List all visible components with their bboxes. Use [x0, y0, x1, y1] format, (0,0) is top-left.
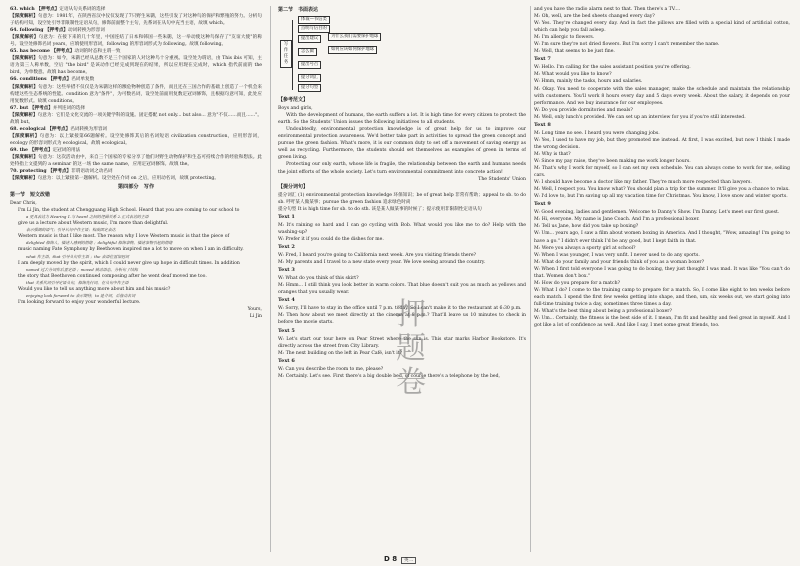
- dialogue-line: W: What do you think of this skirt?: [278, 276, 359, 282]
- item-text: 句意为：这些举措不仅仅是为朱鹮这样的濒危物种创造了条件，而且还在三国合作的基础上创造了一个机会来构建这些生态系统的性能。condition 意为"条件"，为可数名词，设空处前面用复数定冠词修饰，且根据句意可知，此处应用复数形式。故填 conditions。: [10, 84, 262, 104]
- mind-map-node: 提分句型: [298, 84, 321, 92]
- dialogue-line: M: Well, that seems to be just fine.: [534, 49, 615, 55]
- dialogue-line: W: Yes. They're changed every day. And in fact the pillows are filled with a special kind of artificial cotton, which can help you fall asleep.: [534, 21, 790, 34]
- correction-note: enjoying look forward to 表示期待，to 是介词，后接动名词: [26, 292, 136, 298]
- letter-line: Would you like to tell us anything more about him and his music?: [18, 286, 171, 292]
- item-tag: 【深度解析】: [10, 14, 38, 20]
- item-number: 66. conditions: [10, 77, 49, 83]
- dialogue-line: W: Hmm, mainly the tasks, hours and salaries.: [534, 79, 643, 85]
- part-title: 第四部分 写作: [117, 184, 155, 191]
- dialogue-line: W: Fred, I heard you're going to California next week. Are you visiting friends there?: [278, 253, 477, 259]
- item-number: 65. has become: [10, 49, 52, 55]
- watermark-stamp: 押题卷: [396, 297, 426, 400]
- dialogue-line: W: Um... Certainly, the fitness is the best side of it. I mean, I'm fit and healthy and feel great in myself. And I got like a lot of confidence as well. And like I say, I met some great friends, too.: [534, 316, 790, 329]
- mind-map-node: 体裁—书信类: [298, 16, 330, 24]
- dialogue-line: M: Long time no see. I heard you were changing jobs.: [534, 130, 660, 136]
- item-tag: 【深度解析】: [10, 133, 40, 139]
- vocab-notes: [278, 192, 526, 213]
- section1-title: 第一节 短文改错: [10, 192, 51, 199]
- dialogue-line: W: Um... years ago, I saw a film about women boxing in America. And I thought, "Wow, amazing! I'm going to have a go." I didn't ever think I'd be any good, but I kept faith in that.: [534, 231, 790, 244]
- letter-line: I am deeply moved by the spirit, which I could never give up hope in difficult times. In addition: [18, 260, 240, 266]
- mind-map-node: 提出建议: [298, 35, 321, 43]
- dialogue-line: M: Why is that?: [534, 151, 571, 157]
- dialogue-line: W: Prefer it if you could do the dishes for me.: [278, 236, 384, 242]
- dialogue-line: W: I'd love to, but I'm saving up all my vacation time for Christmas. You know, I love snow and winter sports.: [534, 194, 788, 200]
- column-divider: [270, 6, 271, 552]
- dialogue-line: and you have the radio alarm next to that. Then there's a TV....: [534, 7, 681, 12]
- listening-scripts: [534, 56, 790, 329]
- item-tag: 【押考点】: [48, 169, 72, 175]
- answer-item: [10, 154, 262, 168]
- answer-item: [10, 175, 262, 182]
- page-subject-badge: 英二: [401, 557, 416, 564]
- item-tag: 【押考点】: [51, 49, 75, 55]
- item-tag: 【深度解析】: [10, 35, 39, 41]
- mind-map: [278, 16, 526, 94]
- item-number: 67. but: [10, 105, 30, 111]
- item-tag: 【深度解析】: [10, 176, 38, 182]
- answer-item: [10, 112, 262, 126]
- item-tag: 【深度解析】: [10, 56, 39, 62]
- dialogue-line: W: Let's start our tour here on Pear Street where the sun is. This star marks Harbor Bookstore. It's directly across the street from City Library.: [278, 336, 526, 349]
- item-text: 动词的时态和主谓一致: [74, 49, 121, 55]
- dialogue-line: M: Oh, well, are the bed sheets changed every day?: [534, 14, 655, 20]
- answer-item: [10, 168, 262, 175]
- item-text: 句意为：以上紧接第一题解析。设空处在介词 on 之后，应用动名词，故填 protecting。: [37, 176, 219, 182]
- dialogue-line: M: Hmm... I still think you look better in warm colors. That blue doesn't suit you as much as yellows and oranges that you usually wear.: [278, 283, 526, 296]
- correction-note: what 作主语，that 引导从句作主语 ；the 表语位置加冠词: [26, 253, 129, 259]
- item-text: 非谓语动词之动名词: [71, 169, 113, 175]
- answer-item: [10, 13, 262, 27]
- vocab-title: 【提分词句】: [278, 183, 309, 190]
- sample-essay: [278, 105, 526, 183]
- mind-map-node: 提出号召: [298, 61, 321, 69]
- dialogue-line: W: When I was younger, I was very unfit. I never used to do any sports.: [534, 252, 700, 258]
- dialogue-line: W: Do you provide dormitories and meals?: [534, 107, 633, 113]
- answer-item: [10, 48, 262, 55]
- mind-map-node: 为什么我们需要保护地球: [328, 33, 381, 41]
- dialogue-line: W: I'm sure they're not dried flowers. But I'm sorry I can't remember the name.: [534, 42, 720, 48]
- dialogue-line: W: Yes, I used to have my job, but they promoted me instead. At first, I was excited, but now I think I made the wrong decision.: [534, 137, 790, 150]
- answer-column-3: [534, 6, 790, 554]
- item-tag: 【深度解析】: [10, 84, 39, 90]
- letter-line: the story that Beethoven continued composing after he went deaf moved me too.: [18, 273, 207, 279]
- answer-item: [10, 133, 262, 147]
- item-number: 68. ecological: [10, 126, 48, 132]
- vocab-line: 提分句型 It is high time for sb. to do sth. 该是某人做某事的时候了；提示使用非限制性定语从句: [278, 206, 482, 212]
- item-text: 句意为：1981年，在陕西省汉中仪仅发现了7只野生朱鹮，这些引发了对这种鸟的保护和繁殖的努力。分析句子结构可知，设空处引导非限制性定语从句，修饰前面整个主句，先系词在从句中充当主语，故填 which。: [10, 14, 262, 27]
- dialogue-line: M: My parents and I travel to a new state every year. We love seeing around the country.: [278, 260, 486, 266]
- mind-map-node: 如何应该如何保护地球: [328, 46, 377, 54]
- answer-item: [10, 105, 262, 112]
- dialogue-line: M: It's raining so hard and I can go cycling with Bob. What would you like me to do? Help with the washing-up?: [278, 222, 526, 235]
- item-number: 63. which: [10, 7, 37, 12]
- dialogue-continued: [534, 6, 790, 55]
- letter-closing: Yours,: [247, 306, 262, 312]
- dialogue-line: W: Good evening, ladies and gentlemen. Welcome to Danny's Show. I'm Danny. Let's meet our first guest.: [534, 210, 780, 216]
- text-label: Text 3: [278, 267, 295, 274]
- dialogue-line: M: Were you always a sporty girl at school?: [534, 245, 636, 251]
- item-tag: 【押考点】: [48, 77, 72, 83]
- correction-note: a 更具表达力 Hearing 1.与 heard 之间的逻辑关系 2.正式表达的主语: [26, 214, 149, 220]
- dialogue-line: M: Then how about we meet directly at the cinema at 8 p.m.? That'll leave us 10 minutes to check in before the movie starts.: [278, 313, 526, 326]
- dialogue-line: M: Tell us Jane, how did you take up boxing?: [534, 224, 639, 230]
- answer-column-1: [10, 6, 262, 554]
- dialogue-line: W: Can you describe the room to me, please?: [278, 366, 384, 372]
- item-text: 句意为：以上紧接第66题解析。设空处修饰其后的名词短语 civilization construction，应用形容词，ecology 的形容词形式为 ecological。故填 ecological。: [10, 133, 262, 146]
- text-label: Text 2: [278, 243, 295, 250]
- letter-signature: Li Jin: [249, 313, 262, 319]
- sample-title: 【参考范文】: [278, 97, 309, 104]
- dialogue-line: M: Certainly. Let's see. First there's a big double bed, of course there's a telephone by the bed,: [278, 373, 501, 379]
- text-label: Text 6: [278, 357, 295, 364]
- mind-map-node: 点明写信目的: [298, 25, 330, 33]
- section2-title: 第二节 书面表达: [278, 7, 319, 13]
- column-divider: [530, 6, 531, 552]
- item-text: 动词转换为形容词: [68, 28, 105, 34]
- sample-paragraph: Protecting our only earth, whose life is fragile, the relationship between the earth and humans needs the joint efforts of the whole society. Let's turn environmental commitment into concrete action!: [278, 162, 526, 175]
- text-label: Text 1: [278, 213, 295, 220]
- page-footer: [0, 555, 800, 563]
- item-number: 69. the: [10, 147, 30, 153]
- dialogue-line: M: The next building on the left in Pear Café, isn't it?: [278, 350, 403, 356]
- answer-item: [10, 34, 262, 48]
- item-tag: 【深度解析】: [10, 112, 38, 118]
- letter-line: Western music is that I like most. The reason why I love Western music is that the piece of: [18, 234, 230, 240]
- dialogue-line: W: When I first told everyone I was going to do boxing, they just thought I was mad. It was like "You can't do that. Women don't box.": [534, 266, 790, 279]
- item-text: 句意为：它们是文化交流的一项关键学科的设施。固定搭配 not only... but also... 意为"不仅……而且……"。故填 but。: [10, 112, 262, 125]
- dialogue-line: M: What do your family and your friends think of you as a woman boxer?: [534, 259, 705, 265]
- letter-line: music naming Fate Symphony by Beethoven inspired me a lot to move on when I am in difficulty.: [18, 247, 244, 253]
- page-number: D 8: [383, 555, 398, 563]
- listening-scripts: [278, 214, 526, 380]
- answer-items: [10, 6, 262, 182]
- item-tag: 【押考点】: [45, 28, 69, 34]
- text-label: Text 7: [534, 56, 551, 63]
- text-label: Text 8: [534, 121, 551, 128]
- sample-paragraph: Boys and girls,: [278, 106, 313, 112]
- dialogue-line: W: What I do? I come to the training camp to prepare for a match. So, I come like eight to ten weeks before each match. I spend the first few weeks getting into shape, and then, um, six weeks out, we start going into full-time training twice a day, sometimes three times a day.: [534, 287, 790, 307]
- answer-item: [10, 147, 262, 154]
- mind-map-connector: [292, 20, 293, 90]
- letter-line: give us a lecture about Western music, I'm more than delightful.: [18, 221, 169, 227]
- dialogue-line: M: Hi, everyone. My name is Jane Coach. And I'm a professional boxer.: [534, 217, 700, 223]
- answer-column-2: [278, 6, 526, 554]
- item-text: 句意为：如今，朱鹮已经从总数不足三个国家的人对这种鸟十分重视。设空处为谓语，由 This ibis 可知，主语为第三人称单数，空后 "the bird" 是该动作已经完成到现在的结果，所以应用现在完成时，which 指代前面的 the bird，为单数意。故填 has become。: [10, 56, 262, 76]
- item-text: 句意为：在接下来的几十年里，中国连结了日本和韩国一些朱鹮，这一举动使这种鸟保存了"友谊大使"的称号。设空处修饰名词 years，应填使用形容词，following 的形容词形式为 following。故填 following。: [10, 35, 262, 48]
- letter-greeting: Dear Chris,: [10, 201, 37, 207]
- correction-note: 表示强调的语气；引导从句中作主语；构成固定表达: [26, 227, 116, 233]
- item-text: 名词转换为形容词: [70, 126, 108, 132]
- answer-item: [10, 84, 262, 105]
- dialogue-line: M: Well, only lunch's provided. We can set up an interview for you if you're still interested.: [534, 114, 746, 120]
- dialogue-line: M: Well, I respect you. You know what? You should plan a trip for the summer. It'll give you a chance to relax.: [534, 187, 790, 193]
- text-label: Text 5: [278, 327, 295, 334]
- answer-item: [10, 76, 262, 83]
- dialogue-line: M: How do you prepare for a match?: [534, 280, 620, 286]
- correction-note: that 关系代词引导定语从句，修饰先行词，在从句中作主语: [26, 279, 129, 285]
- answer-item: [10, 126, 262, 133]
- mind-map-root: 写作任务: [280, 40, 292, 68]
- correction-note: named 过去分词作后置定语 ；moved 被动语态，分析句子结构: [26, 266, 138, 272]
- mind-map-node: 怎么做: [298, 48, 317, 56]
- dialogue-line: M: Okay. You need to cooperate with the sales manager, make the schedule and maintain the relationship with customers. You'll work 8 hours every day and 5 days every week. About the salary, it depends on your performance. And we buy insurance for our employees.: [534, 86, 790, 106]
- item-text: 定语从句关系词的选择: [59, 7, 106, 12]
- answer-item: [10, 27, 262, 34]
- item-text: 定冠词的用法: [52, 147, 81, 153]
- answer-item: [10, 55, 262, 76]
- dialogue-line: W: Sorry, I'll have to stay in the office until 7 p.m. today. So I can't make it to the restaurant at 6:30 p.m.: [278, 306, 522, 312]
- vocab-line: 提分词汇 (1) environmental protection knowledge 环保知识；be of great help 非常有帮助；appeal to sb. to do sb. 呼吁某人做某事；pursue the green fashion 追求绿色时尚: [278, 192, 526, 205]
- letter-body: [10, 207, 262, 305]
- letter-line: I'm looking forward to enjoy your wonderful lecture.: [18, 299, 141, 305]
- dialogue-line: M: What's the best thing about being a professional boxer?: [534, 308, 672, 314]
- item-tag: 【押考点】: [36, 7, 60, 12]
- item-text: 并列连词的选择: [52, 105, 86, 111]
- item-tag: 【深度解析】: [10, 154, 39, 160]
- sample-paragraph: The Students' Union: [478, 176, 526, 182]
- sample-paragraph: Undoubtedly, environmental protection knowledge is of great help for us to improve our environmental protection awareness. We'd better take part in activities to spread the green concept and pursue the green fashion. What's more, it is our common duty to set off a movement of saving energy as well as recycling. Furthermore, the students should set themselves as examples of green in terms of green living.: [278, 127, 526, 161]
- dialogue-line: W: I should have become a doctor like my father. They're much more respected than lawyers.: [534, 180, 752, 186]
- item-tag: 【押考点】: [47, 126, 71, 132]
- item-number: 64. following: [10, 28, 46, 34]
- item-tag: 【押考点】: [29, 105, 53, 111]
- dialogue-line: W: Since my pay raise, they've been making me work longer hours.: [534, 158, 691, 164]
- dialogue-line: M: I'm allergic to flowers.: [534, 35, 595, 41]
- item-tag: 【押考点】: [29, 147, 53, 153]
- dialogue-line: W: Hello. I'm calling for the sales assistant position you're offering.: [534, 65, 691, 71]
- sample-paragraph: With the development of humans, the earth suffers a lot. It is high time for every citizen to protect the earth. So the Students' Union issues the following initiatives to all students.: [278, 113, 526, 126]
- correction-note: delighted 修饰人，描述人感到的情绪 ；delightful 修饰事物，描述事物引起的情绪: [26, 240, 173, 246]
- answer-item: [10, 6, 262, 13]
- mind-map-node: 提分词汇: [298, 74, 321, 82]
- item-text: 句意为：这次活动由中，来自三个国家的专家分享了他们对野生动物保护和生态可持续合作的经验和想法。此处特指上文提到的 a seminar 的这一场 the same name，应用定冠词修饰。故填 the。: [10, 154, 262, 168]
- dialogue-line: M: What would you like to know?: [534, 72, 612, 78]
- letter-line: I'm Li Jin, the student at Chengguang High School. Heard that you are coming to our school to: [18, 208, 240, 214]
- text-label: Text 4: [278, 297, 295, 304]
- item-number: 70. protecting: [10, 169, 49, 175]
- dialogue-line: M: That's why I work for myself, so I can set my own schedule. You can always come to work for me, selling cars.: [534, 166, 790, 179]
- item-text: 名词单复数: [71, 77, 95, 83]
- text-label: Text 9: [534, 201, 551, 208]
